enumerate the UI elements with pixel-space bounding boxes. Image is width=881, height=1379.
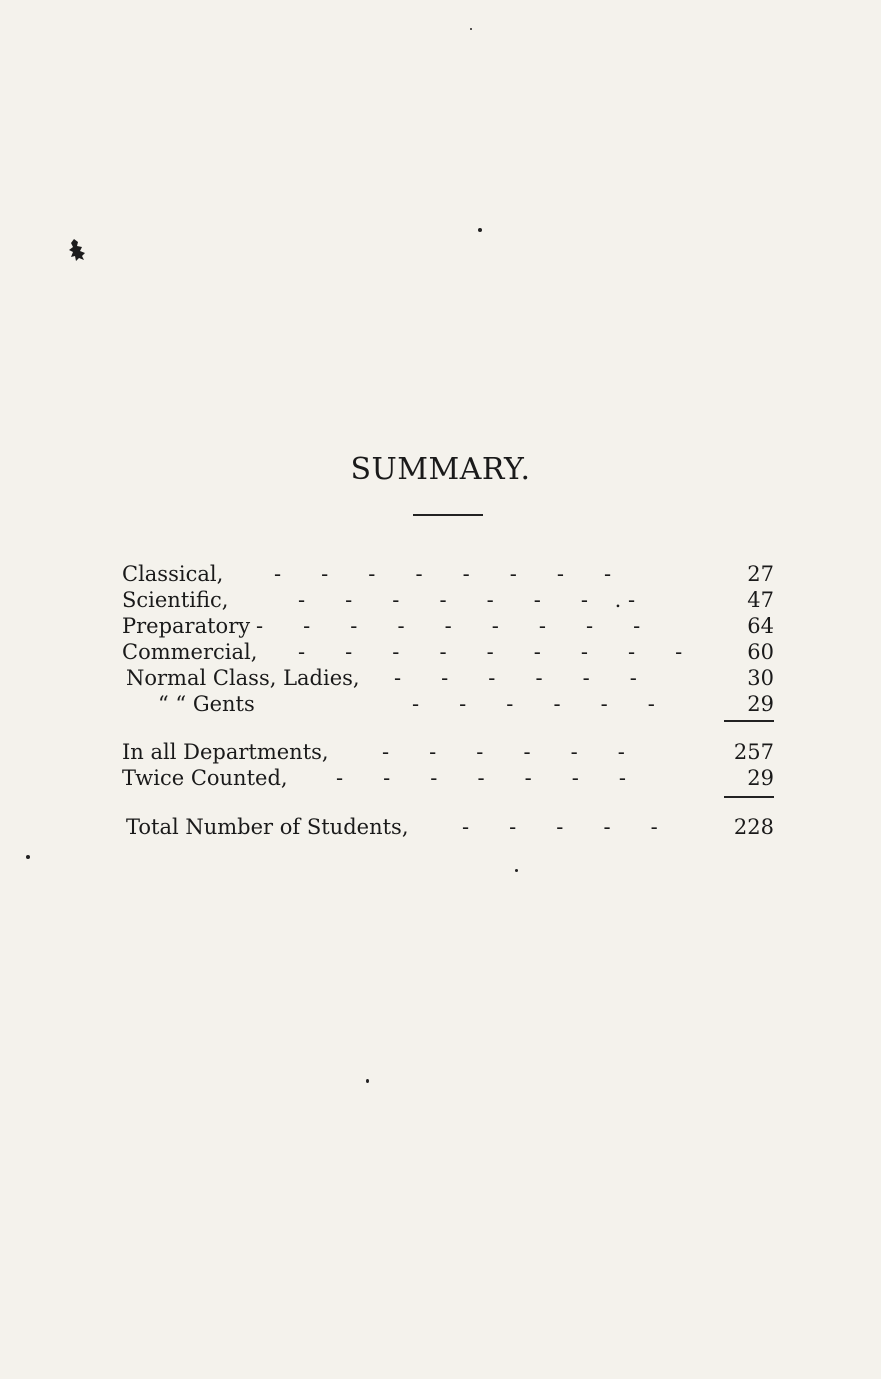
row-value: 228	[733, 815, 774, 839]
leader-dashes: - - - - - -	[394, 666, 637, 690]
paper-speck	[26, 855, 30, 859]
row-value: 29	[747, 692, 774, 716]
row-value: 60	[747, 640, 774, 664]
summary-row-all-departments	[122, 739, 774, 765]
summary-row-commercial	[122, 639, 774, 665]
summary-row-scientific	[122, 587, 774, 613]
row-value: 27	[747, 562, 774, 586]
leader-dashes: - - - - - - - -	[274, 562, 612, 586]
row-label: Twice Counted,	[122, 766, 288, 790]
leader-dashes: - - - - - - - . -	[298, 588, 636, 612]
leader-dashes: - - - - - -	[382, 740, 625, 764]
subtotal-rule	[724, 720, 774, 722]
page-title: SUMMARY.	[350, 452, 531, 487]
paper-speck	[515, 869, 518, 872]
paper-speck	[478, 228, 482, 232]
summary-row-twice-counted	[122, 765, 774, 791]
row-label: Total Number of Students,	[126, 815, 409, 839]
row-label: Scientific,	[122, 588, 229, 612]
summary-row-total	[122, 814, 774, 840]
leader-dashes: - - - - - - -	[336, 766, 626, 790]
summary-row-classical	[122, 561, 774, 587]
title-rule	[413, 514, 483, 516]
leader-dashes: - - - - -	[462, 815, 658, 839]
row-label: “ “ Gents	[158, 692, 255, 716]
row-value: 29	[747, 766, 774, 790]
leader-dashes: - - - - - - - - -	[298, 640, 683, 664]
summary-row-preparatory	[122, 613, 774, 639]
row-value: 257	[733, 740, 774, 764]
ink-blot	[68, 238, 88, 262]
row-label: In all Departments,	[122, 740, 329, 764]
row-value: 64	[747, 614, 774, 638]
row-label: Preparatory	[122, 614, 251, 638]
total-rule	[724, 796, 774, 798]
leader-dashes: - - - - - - - - -	[256, 614, 641, 638]
row-value: 47	[747, 588, 774, 612]
summary-row-normal-ladies	[122, 665, 774, 691]
leader-dashes: - - - - - -	[412, 692, 655, 716]
row-value: 30	[747, 666, 774, 690]
row-label: Normal Class, Ladies,	[126, 666, 360, 690]
paper-speck	[366, 1079, 369, 1083]
paper-speck	[470, 28, 472, 30]
row-label: Classical,	[122, 562, 224, 586]
summary-row-normal-gents	[122, 691, 774, 717]
row-label: Commercial,	[122, 640, 258, 664]
